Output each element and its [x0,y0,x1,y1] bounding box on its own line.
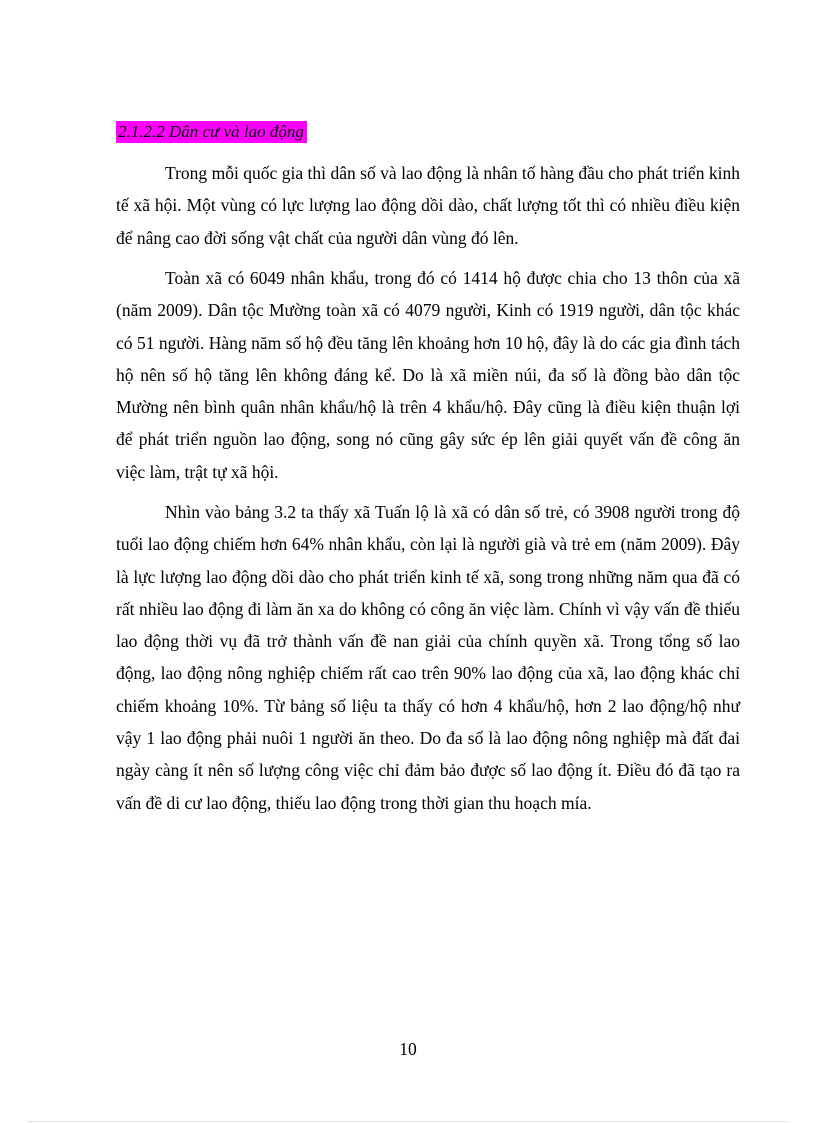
section-heading: 2.1.2.2 Dân cư và lao động [116,121,307,143]
page-bottom-divider [28,1121,788,1122]
page-number: 10 [399,1039,417,1059]
body-paragraph-3: Nhìn vào bảng 3.2 ta thấy xã Tuấn lộ là xã có dân số trẻ, có 3908 người trong độ tuổi lao động chiếm hơn 64% nhân khẩu, còn lại là người già và trẻ em (năm 2009). Đây là lực lượng lao động dồi dào cho phát triển kinh tế xã, song trong những năm qua đã có rất nhiều lao động đi làm ăn xa do không có công ăn việc làm. Chính vì vậy vấn đề thiếu lao động thời vụ đã trở thành vấn đề nan giải của chính quyền xã. Trong tổng số lao động, lao động nông nghiệp chiếm rất cao trên 90% lao động của xã, lao động khác chỉ chiếm khoảng 10%. Từ bảng số liệu ta thấy có hơn 4 khẩu/hộ, hơn 2 lao động/hộ như vậy 1 lao động phải nuôi 1 người ăn theo. Do đa số là lao động nông nghiệp mà đất đai ngày càng ít nên số lượng công việc chỉ đảm bảo được số lao động ít. Điều đó đã tạo ra vấn đề di cư lao động, thiếu lao động trong thời gian thu hoạch mía. [116,502,740,813]
body-paragraph-2: Toàn xã có 6049 nhân khẩu, trong đó có 1414 hộ được chia cho 13 thôn của xã (năm 2009). Dân tộc Mường toàn xã có 4079 người, Kinh có 1919 người, dân tộc khác có 51 người. Hàng năm số hộ đều tăng lên khoảng hơn 10 hộ, đây là do các gia đình tách hộ nên số hộ tăng lên không đáng kể. Do là xã miền núi, đa số là đồng bào dân tộc Mường nên bình quân nhân khẩu/hộ là trên 4 khẩu/hộ. Đây cũng là điều kiện thuận lợi để phát triển nguồn lao động, song nó cũng gây sức ép lên giải quyết vấn đề công ăn việc làm, trật tự xã hội. [116,268,740,482]
body-paragraph-1: Trong mỗi quốc gia thì dân số và lao động là nhân tố hàng đầu cho phát triển kinh tế xã hội. Một vùng có lực lượng lao động dồi dào, chất lượng tốt thì có nhiều điều kiện để nâng cao đời sống vật chất của người dân vùng đó lên. [116,163,740,248]
